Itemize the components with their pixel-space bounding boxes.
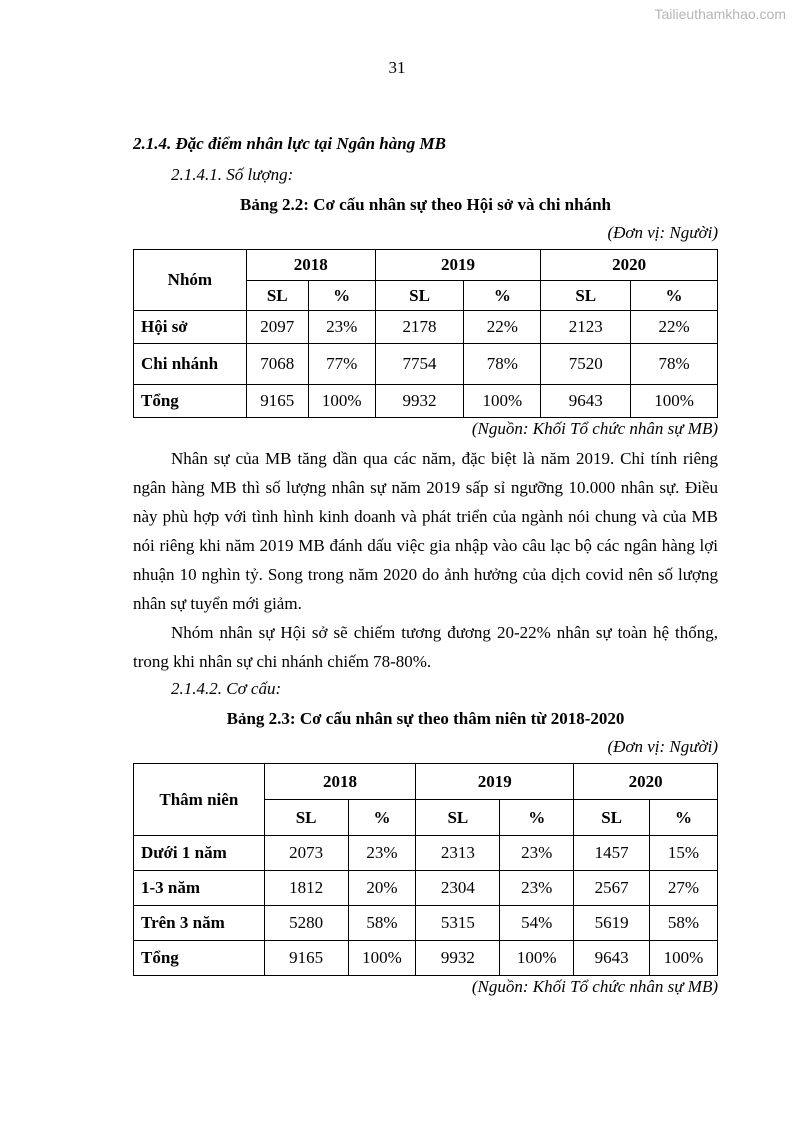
cell: 23%: [348, 836, 416, 871]
cell: 20%: [348, 871, 416, 906]
table1-unit: (Đơn vị: Người): [607, 223, 718, 242]
table-group-header: Thâm niên: [134, 764, 265, 836]
cell: 78%: [631, 344, 718, 385]
sub-header: SL: [246, 281, 308, 311]
cell: 9932: [416, 941, 500, 976]
cell: 2123: [541, 311, 631, 344]
cell: 2304: [416, 871, 500, 906]
cell: 15%: [650, 836, 718, 871]
row-label: Hội sở: [134, 311, 247, 344]
table-group-header: Nhóm: [134, 250, 247, 311]
cell: 77%: [308, 344, 375, 385]
cell: 7754: [375, 344, 464, 385]
cell: 100%: [348, 941, 416, 976]
page-number: 31: [388, 58, 406, 77]
cell: 9165: [246, 385, 308, 418]
sub-header: %: [631, 281, 718, 311]
year-header: 2020: [541, 250, 718, 281]
table-header-row: [134, 250, 718, 281]
section-heading: 2.1.4. Đặc điểm nhân lực tại Ngân hàng MB: [133, 134, 446, 153]
year-header: 2019: [416, 764, 574, 800]
subsection-heading-structure: 2.1.4.2. Cơ cấu:: [171, 679, 282, 698]
table-row: [134, 311, 718, 344]
cell: 23%: [500, 836, 574, 871]
cell: 2073: [264, 836, 348, 871]
table-row: [134, 344, 718, 385]
sub-header: SL: [541, 281, 631, 311]
table-seniority: [133, 763, 718, 976]
cell: 78%: [464, 344, 541, 385]
cell: 2178: [375, 311, 464, 344]
sub-header: SL: [375, 281, 464, 311]
cell: 1812: [264, 871, 348, 906]
cell: 100%: [650, 941, 718, 976]
row-label: Tổng: [134, 385, 247, 418]
cell: 9165: [264, 941, 348, 976]
cell: 2313: [416, 836, 500, 871]
cell: 9643: [574, 941, 650, 976]
cell: 1457: [574, 836, 650, 871]
watermark: Tailieuthamkhao.com: [654, 6, 786, 22]
table-row: [134, 906, 718, 941]
row-label: Trên 3 năm: [134, 906, 265, 941]
row-label: Chi nhánh: [134, 344, 247, 385]
cell: 5315: [416, 906, 500, 941]
cell: 2567: [574, 871, 650, 906]
table-headoffice-branch: [133, 249, 718, 418]
cell: 100%: [500, 941, 574, 976]
cell: 23%: [308, 311, 375, 344]
cell: 9643: [541, 385, 631, 418]
cell: 2097: [246, 311, 308, 344]
cell: 100%: [308, 385, 375, 418]
year-header: 2020: [574, 764, 718, 800]
sub-header: %: [464, 281, 541, 311]
cell: 58%: [348, 906, 416, 941]
sub-header: %: [650, 800, 718, 836]
cell: 5619: [574, 906, 650, 941]
cell: 7520: [541, 344, 631, 385]
year-header: 2019: [375, 250, 541, 281]
cell: 100%: [631, 385, 718, 418]
cell: 7068: [246, 344, 308, 385]
paragraph-ratio: Nhóm nhân sự Hội sở sẽ chiếm tương đương 20-22% nhân sự toàn hệ thống, trong khi nhân sự chi nhánh chiếm 78-80%.: [133, 623, 718, 671]
table-row: [134, 941, 718, 976]
table-row: [134, 871, 718, 906]
sub-header: %: [500, 800, 574, 836]
table2-title: Bảng 2.3: Cơ cấu nhân sự theo thâm niên từ 2018-2020: [226, 709, 625, 728]
subsection-heading-quantity: 2.1.4.1. Số lượng:: [171, 165, 294, 184]
year-header: 2018: [246, 250, 375, 281]
table2-unit: (Đơn vị: Người): [607, 737, 718, 756]
year-header: 2018: [264, 764, 416, 800]
sub-header: SL: [574, 800, 650, 836]
cell: 9932: [375, 385, 464, 418]
table1-title: Bảng 2.2: Cơ cấu nhân sự theo Hội sở và chi nhánh: [239, 195, 611, 214]
cell: 22%: [464, 311, 541, 344]
table-row: [134, 385, 718, 418]
row-label: 1-3 năm: [134, 871, 265, 906]
page-content: [133, 132, 718, 1002]
paragraph-growth: Nhân sự của MB tăng dần qua các năm, đặc biệt là năm 2019. Chỉ tính riêng ngân hàng MB thì số lượng nhân sự năm 2019 sấp sỉ ngưỡng 10.000 nhân sự. Điều này phù hợp với tình hình kinh doanh và phát triển của ngành nói chung và của MB nói riêng khi năm 2019 MB đánh dấu việc gia nhập vào câu lạc bộ các ngân hàng lợi nhuận 10 nghìn tỷ. Song trong năm 2020 do ảnh hưởng của dịch covid nên số lượng nhân sự tuyển mới giảm.: [133, 449, 718, 613]
sub-header: SL: [416, 800, 500, 836]
cell: 23%: [500, 871, 574, 906]
cell: 27%: [650, 871, 718, 906]
sub-header: SL: [264, 800, 348, 836]
cell: 22%: [631, 311, 718, 344]
table-header-row: [134, 764, 718, 800]
table1-source: (Nguồn: Khối Tổ chức nhân sự MB): [471, 419, 718, 438]
row-label: Dưới 1 năm: [134, 836, 265, 871]
table-row: [134, 836, 718, 871]
row-label: Tổng: [134, 941, 265, 976]
cell: 54%: [500, 906, 574, 941]
cell: 58%: [650, 906, 718, 941]
cell: 100%: [464, 385, 541, 418]
sub-header: %: [348, 800, 416, 836]
sub-header: %: [308, 281, 375, 311]
table2-source: (Nguồn: Khối Tổ chức nhân sự MB): [471, 977, 718, 996]
cell: 5280: [264, 906, 348, 941]
